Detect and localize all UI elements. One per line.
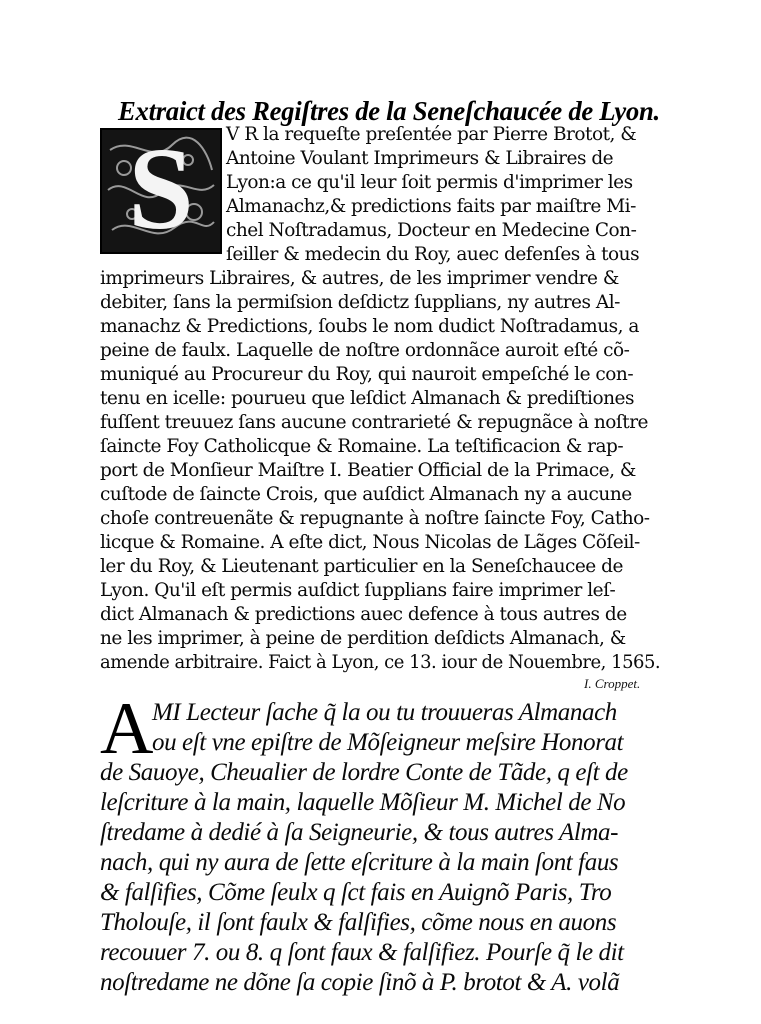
text-line: ſeiller & medecin du Roy, auec defenſes à tous [226,244,640,265]
text-line: cuſtode de ſaincte Crois, que auſdict Almanach ny a aucune [100,484,632,505]
notice-line: & falſifies, Cõme ſeulx q ſct fais en Auignõ Paris, Tro [100,879,612,906]
text-line: manachz & Predictions, ſoubs le nom dudict Noſtradamus, a [100,316,639,337]
text-line: amende arbitraire. Faict à Lyon, ce 13. iour de Nouembre, 1565. [100,652,661,673]
notice-line: Tholouſe, il ſont faulx & falſifies, cõme nous en auons [100,909,617,936]
text-line: fuſſent treuuez ſans aucune contrarieté & repugnãce à noſtre [100,412,648,433]
text-line: Lyon:a ce qu'il leur ſoit permis d'imprimer les [226,172,633,193]
text-line: ne les imprimer, à peine de perdition deſdicts Almanach, & [100,628,626,649]
text-line: V R la requeſte preſentée par Pierre Brotot, & [226,124,637,145]
notice-line: noſtredame ne dõne ſa copie ſinõ à P. brotot & A. volã [100,969,620,996]
text-line: port de Monſieur Maiſtre I. Beatier Official de la Primace, & [100,460,636,481]
text-line: choſe contreuenãte & repugnante à noſtre ſaincte Foy, Catho- [100,508,650,529]
text-line: chel Noſtradamus, Docteur en Medecine Con- [226,220,637,241]
text-line: debiter, ſans la permiſsion deſdictz ſupplians, ny autres Al- [100,292,620,313]
notice-line: nach, qui ny aura de ſette eſcriture à la main ſont faus [100,849,619,876]
text-line: Almanachz,& predictions faits par maiſtre Mi- [226,196,636,217]
text-line: muniqué au Procureur du Roy, qui nauroit empeſché le con- [100,364,634,385]
text-line: ſaincte Foy Catholicque & Romaine. La teſtificacion & rap- [100,436,624,457]
notice-line: MI Lecteur ſache q̃ la ou tu trouueras Almanach [152,699,617,726]
notice-line: leſcriture à la main, laquelle Mõſieur M. Michel de No [100,789,626,816]
notice-line: recouuer 7. ou 8. q ſont faux & falſifiez. Pourſe q̃ le dit [100,939,624,966]
decree-title: Extraict des Regiſtres de la Seneſchaucée de Lyon. [118,96,660,126]
signature-attribution: I. Croppet. [584,676,641,691]
text-line: Lyon. Qu'il eſt permis auſdict ſupplians faire imprimer leſ- [100,580,616,601]
text-line: dict Almanach & predictions auec defence à tous autres de [100,604,627,625]
text-line: Antoine Voulant Imprimeurs & Libraires de [226,148,614,169]
large-initial: A [100,688,154,770]
text-line: peine de faulx. Laquelle de noſtre ordonnãce auroit eſté cõ- [100,340,630,361]
dropcap-letter: S [128,128,194,254]
text-line: ler du Roy, & Lieutenant particulier en la Seneſchaucee de [100,556,623,577]
text-line: licque & Romaine. A eſte dict, Nous Nicolas de Lãges Cõſeil- [100,532,640,553]
notice-line: ou eſt vne epiſtre de Mõſeigneur meſsire Honorat [152,729,624,756]
notice-line: de Sauoye, Cheualier de lordre Conte de Tãde, q eſt de [100,759,628,786]
decorated-initial [100,128,222,254]
text-line: tenu en icelle: pourueu que leſdict Almanach & prediſtiones [100,388,634,409]
notice-line: ſtredame à dedié à ſa Seigneurie, & tous autres Alma- [100,819,619,846]
text-line: imprimeurs Libraires, & autres, de les imprimer vendre & [100,268,619,289]
